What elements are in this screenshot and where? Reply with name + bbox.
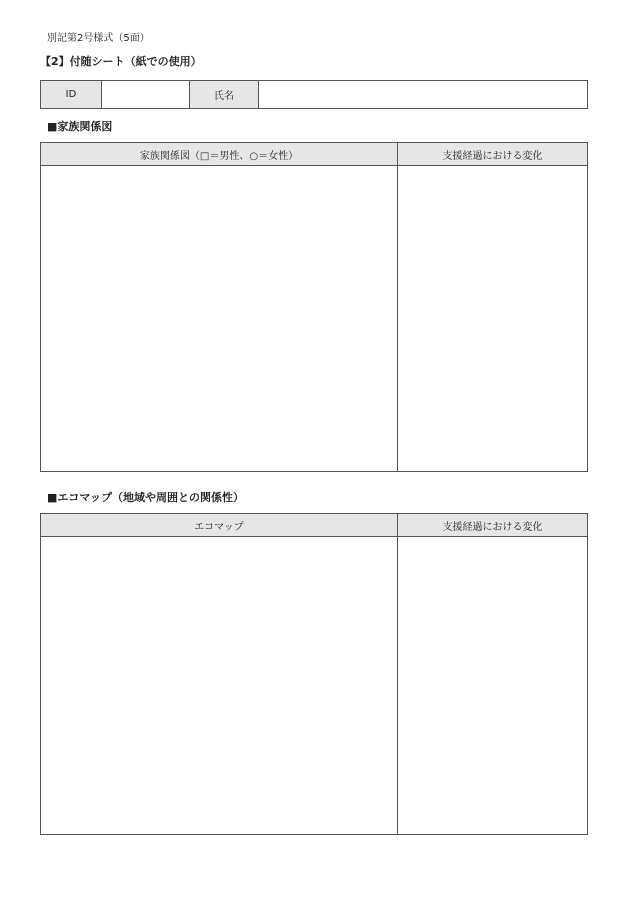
name-field[interactable] — [259, 81, 587, 108]
family-table-body — [41, 166, 587, 471]
family-diagram-area[interactable] — [41, 166, 398, 471]
ecomap-section-title: ■エコマップ（地域や周囲との関係性） — [47, 491, 244, 504]
ecomap-table — [40, 513, 588, 835]
family-change-header: 支援経過における変化 — [442, 150, 543, 162]
ecomap-table-header — [41, 514, 587, 537]
ecomap-table-body — [41, 537, 587, 834]
sheet-title: 【2】付随シート（紙での使用） — [40, 55, 202, 68]
id-label: ID — [41, 81, 102, 108]
family-section-title: ■家族関係図 — [47, 120, 113, 133]
family-change-area[interactable] — [398, 166, 587, 471]
form-number: 別記第2号様式（5面） — [47, 33, 150, 44]
family-diagram-table — [40, 142, 588, 472]
ecomap-change-area[interactable] — [398, 537, 587, 834]
family-table-header — [41, 143, 587, 166]
ecomap-header: エコマップ — [41, 514, 398, 536]
family-diagram-header: 家族関係図（□＝男性、○＝女性） — [41, 143, 398, 165]
ecomap-area[interactable] — [41, 537, 398, 834]
name-label: 氏名 — [190, 81, 259, 108]
id-field[interactable] — [102, 81, 190, 108]
id-name-table — [40, 80, 588, 109]
ecomap-change-header: 支援経過における変化 — [442, 521, 543, 533]
